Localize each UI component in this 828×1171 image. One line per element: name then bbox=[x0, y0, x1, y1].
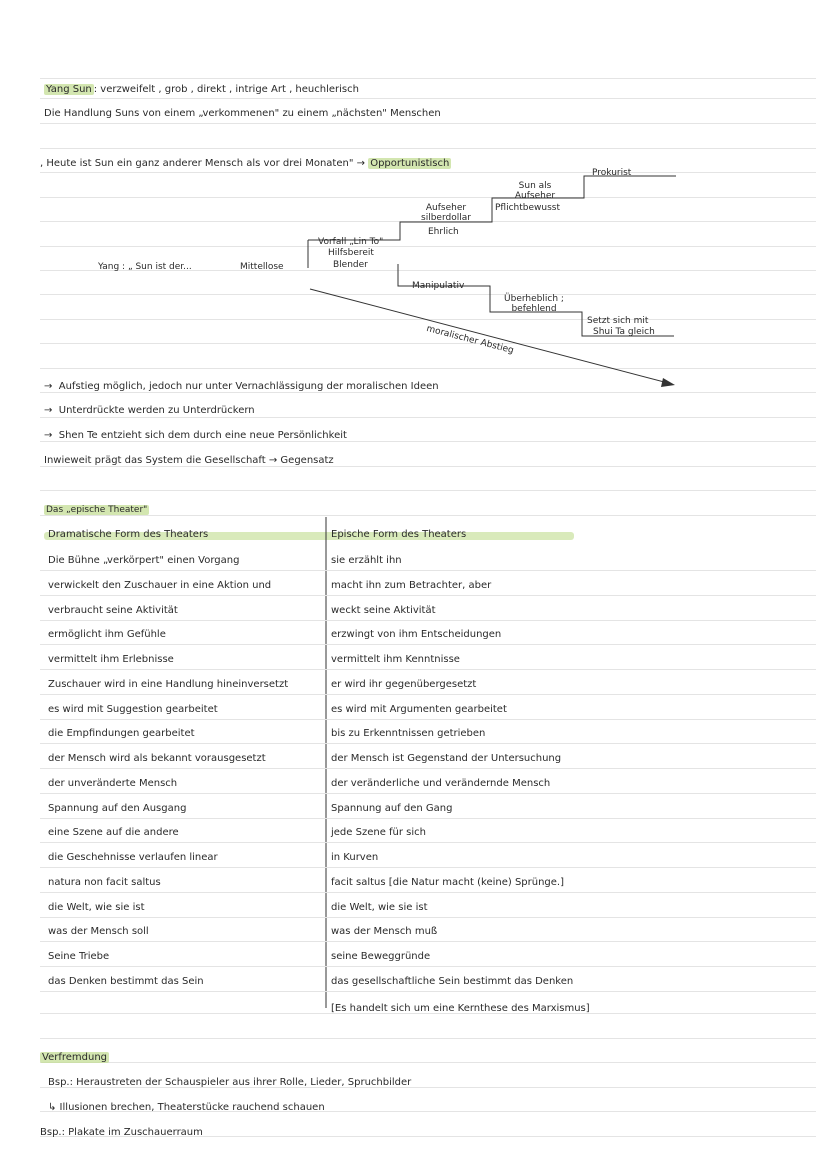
table-row-rule bbox=[40, 669, 816, 670]
table-row-rule bbox=[40, 818, 816, 819]
table-cell-episch: jede Szene für sich bbox=[331, 827, 426, 838]
table-row-rule bbox=[40, 620, 816, 621]
table-row-rule bbox=[40, 570, 816, 571]
befehlend-label: befehlend bbox=[511, 304, 557, 314]
table-row-rule bbox=[40, 743, 816, 744]
table-cell-dramatisch: der unveränderte Mensch bbox=[48, 778, 178, 789]
table-row-rule bbox=[40, 644, 816, 645]
table-cell-dramatisch: die Geschehnisse verlaufen linear bbox=[48, 852, 218, 863]
table-cell-dramatisch: natura non facit saltus bbox=[48, 877, 161, 888]
table-cell-dramatisch: Zuschauer wird in eine Handlung hineinversetzt bbox=[48, 679, 289, 690]
table-cell-dramatisch: ermöglicht ihm Gefühle bbox=[48, 629, 166, 640]
manipulativ-label: Manipulativ bbox=[412, 281, 465, 291]
table-cell-episch: der Mensch ist Gegenstand der Untersuchung bbox=[331, 753, 562, 764]
table-cell-dramatisch: Spannung auf den Ausgang bbox=[48, 803, 187, 814]
table-cell-episch: bis zu Erkenntnissen getrieben bbox=[331, 728, 486, 739]
table-cell-dramatisch: die Welt, wie sie ist bbox=[48, 902, 145, 913]
yang-quote: Yang : „ Sun ist der... bbox=[98, 262, 192, 272]
table-cell-dramatisch: der Mensch wird als bekannt vorausgesetzt bbox=[48, 753, 266, 764]
table-row-rule bbox=[40, 719, 816, 720]
table-cell-episch: macht ihn zum Betrachter, aber bbox=[331, 580, 492, 591]
table-cell-episch: weckt seine Aktivität bbox=[331, 605, 436, 616]
sun-aufseher-label: Aufseher bbox=[514, 191, 556, 201]
table-row-rule bbox=[40, 793, 816, 794]
table-row-rule bbox=[40, 595, 816, 596]
quote-text: , Heute ist Sun ein ganz anderer Mensch als vor drei Monaten" bbox=[40, 158, 354, 169]
yang-sun-traits: : verzweifelt , grob , direkt , intrige Art , heuchlerisch bbox=[93, 84, 359, 95]
table-cell-episch: Spannung auf den Gang bbox=[331, 803, 453, 814]
pflichtbewusst-label: Pflichtbewusst bbox=[495, 203, 560, 213]
ehrlich-label: Ehrlich bbox=[428, 227, 459, 237]
table-row-rule bbox=[40, 694, 816, 695]
table-cell-dramatisch: es wird mit Suggestion gearbeitet bbox=[48, 704, 218, 715]
hilfsbereit-label: Hilfsbereit bbox=[328, 248, 374, 258]
abstieg-label: moralischer Abstieg bbox=[425, 323, 515, 357]
silberdollar-label: silberdollar bbox=[421, 213, 471, 223]
table-row-rule bbox=[40, 917, 816, 918]
verfremdung-title: Verfremdung bbox=[42, 1052, 108, 1063]
table-cell-episch: in Kurven bbox=[331, 852, 379, 863]
table-cell-dramatisch: Seine Triebe bbox=[48, 951, 110, 962]
arrow-right-icon: → bbox=[44, 405, 53, 416]
table-row-rule bbox=[40, 966, 816, 967]
aufseher-label: Aufseher bbox=[425, 203, 467, 213]
table-cell-dramatisch: verwickelt den Zuschauer in eine Aktion und bbox=[48, 580, 272, 591]
shui-ta-label: Shui Ta gleich bbox=[593, 327, 655, 337]
mittellose-label: Mittellose bbox=[240, 262, 284, 272]
prokurist-label: Prokurist bbox=[592, 168, 632, 178]
table-cell-episch: vermittelt ihm Kenntnisse bbox=[331, 654, 460, 665]
bullet-item: → Unterdrückte werden zu Unterdrückern bbox=[44, 405, 255, 416]
table-cell-episch: seine Beweggründe bbox=[331, 951, 431, 962]
header-episch: Epische Form des Theaters bbox=[331, 529, 467, 540]
verfremdung-line1: Bsp.: Heraustreten der Schauspieler aus ihrer Rolle, Lieder, Spruchbilder bbox=[48, 1077, 412, 1088]
bullet-item: → Shen Te entzieht sich dem durch eine neue Persönlichkeit bbox=[44, 430, 347, 441]
table-row-rule bbox=[40, 941, 816, 942]
bullet-item: → Aufstieg möglich, jedoch nur unter Vernachlässigung der moralischen Ideen bbox=[44, 381, 439, 392]
opportunist-label: Opportunistisch bbox=[370, 158, 450, 169]
epic-title: Das „epische Theater" bbox=[46, 505, 148, 515]
table-cell-episch: sie erzählt ihn bbox=[331, 555, 402, 566]
yang-sun-label: Yang Sun bbox=[46, 84, 92, 95]
verfremdung-line2: ↳ Illusionen brechen, Theaterstücke rauchend schauen bbox=[48, 1102, 325, 1113]
table-cell-episch: es wird mit Argumenten gearbeitet bbox=[331, 704, 507, 715]
blender-label: Blender bbox=[333, 260, 368, 270]
table-cell-dramatisch: verbraucht seine Aktivität bbox=[48, 605, 178, 616]
table-cell-episch: das gesellschaftliche Sein bestimmt das Denken bbox=[331, 976, 574, 987]
handlung-line: Die Handlung Suns von einem „verkommenen" zu einem „nächsten" Menschen bbox=[44, 108, 441, 119]
setzt-sich-label: Setzt sich mit bbox=[587, 316, 649, 326]
vorfall-label: Vorfall „Lin To" bbox=[318, 237, 384, 247]
table-cell-dramatisch: was der Mensch soll bbox=[48, 926, 149, 937]
ueberheblich-label: Überheblich ; bbox=[504, 294, 564, 304]
table-row-rule bbox=[40, 867, 816, 868]
table-row-rule bbox=[40, 768, 816, 769]
table-row-rule bbox=[40, 892, 816, 893]
table-row-rule bbox=[40, 842, 816, 843]
table-cell-episch: der veränderliche und verändernde Mensch bbox=[331, 778, 551, 789]
table-cell-dramatisch: Die Bühne „verkörpert" einen Vorgang bbox=[48, 555, 240, 566]
table-cell-episch: er wird ihr gegenübergesetzt bbox=[331, 679, 477, 690]
sun-als-label: Sun als bbox=[518, 181, 552, 191]
table-cell-episch: facit saltus [die Natur macht (keine) Sprünge.] bbox=[331, 877, 565, 888]
table-cell-dramatisch: das Denken bestimmt das Sein bbox=[48, 976, 204, 987]
footnote-marxismus: [Es handelt sich um eine Kernthese des Marxismus] bbox=[331, 1003, 590, 1014]
table-cell-dramatisch: eine Szene auf die andere bbox=[48, 827, 179, 838]
table-cell-episch: erzwingt von ihm Entscheidungen bbox=[331, 629, 502, 640]
table-cell-episch: was der Mensch muß bbox=[331, 926, 438, 937]
table-cell-dramatisch: vermittelt ihm Erlebnisse bbox=[48, 654, 174, 665]
table-cell-dramatisch: die Empfindungen gearbeitet bbox=[48, 728, 195, 739]
header-dramatisch: Dramatische Form des Theaters bbox=[48, 529, 209, 540]
table-cell-episch: die Welt, wie sie ist bbox=[331, 902, 428, 913]
arrow-right-icon: → bbox=[44, 430, 53, 441]
inwieweit-line: Inwieweit prägt das System die Gesellschaft → Gegensatz bbox=[44, 455, 334, 466]
arrow-right-icon: → bbox=[44, 381, 53, 392]
table-row-rule bbox=[40, 991, 816, 992]
arrow-right-icon: → bbox=[356, 158, 366, 169]
verfremdung-line3: Bsp.: Plakate im Zuschauerraum bbox=[40, 1127, 203, 1138]
